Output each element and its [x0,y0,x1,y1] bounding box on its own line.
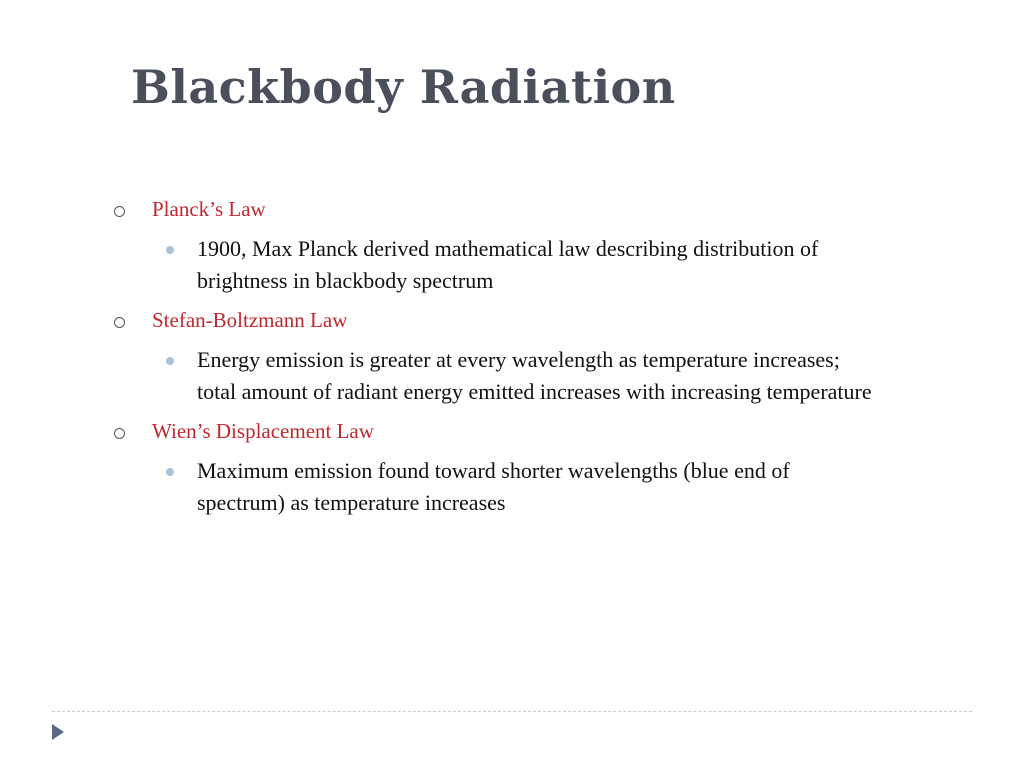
dot-icon [166,468,174,476]
footer-divider [52,711,972,712]
section-heading-wiens-displacement-law: Wien’s Displacement Law [152,419,374,443]
section-detail-line: Energy emission is greater at every wavelength as temperature increases; [197,347,840,372]
section-detail-line: 1900, Max Planck derived mathematical law describing distribution of [197,236,819,261]
section-detail-line: brightness in blackbody spectrum [197,268,494,293]
section-heading-plancks-law: Planck’s Law [152,197,266,221]
section-heading-stefan-boltzmann-law: Stefan-Boltzmann Law [152,308,348,332]
dot-icon [166,246,174,254]
play-triangle-icon[interactable] [52,724,64,740]
slide-title: Blackbody Radiation [131,60,676,114]
hollow-circle-icon [114,206,125,217]
dot-icon [166,357,174,365]
hollow-circle-icon [114,428,125,439]
hollow-circle-icon [114,317,125,328]
section-detail-line: Maximum emission found toward shorter wavelengths (blue end of [197,458,790,483]
section-detail-line: spectrum) as temperature increases [197,490,506,515]
section-detail-line: total amount of radiant energy emitted increases with increasing temperature [197,379,872,404]
